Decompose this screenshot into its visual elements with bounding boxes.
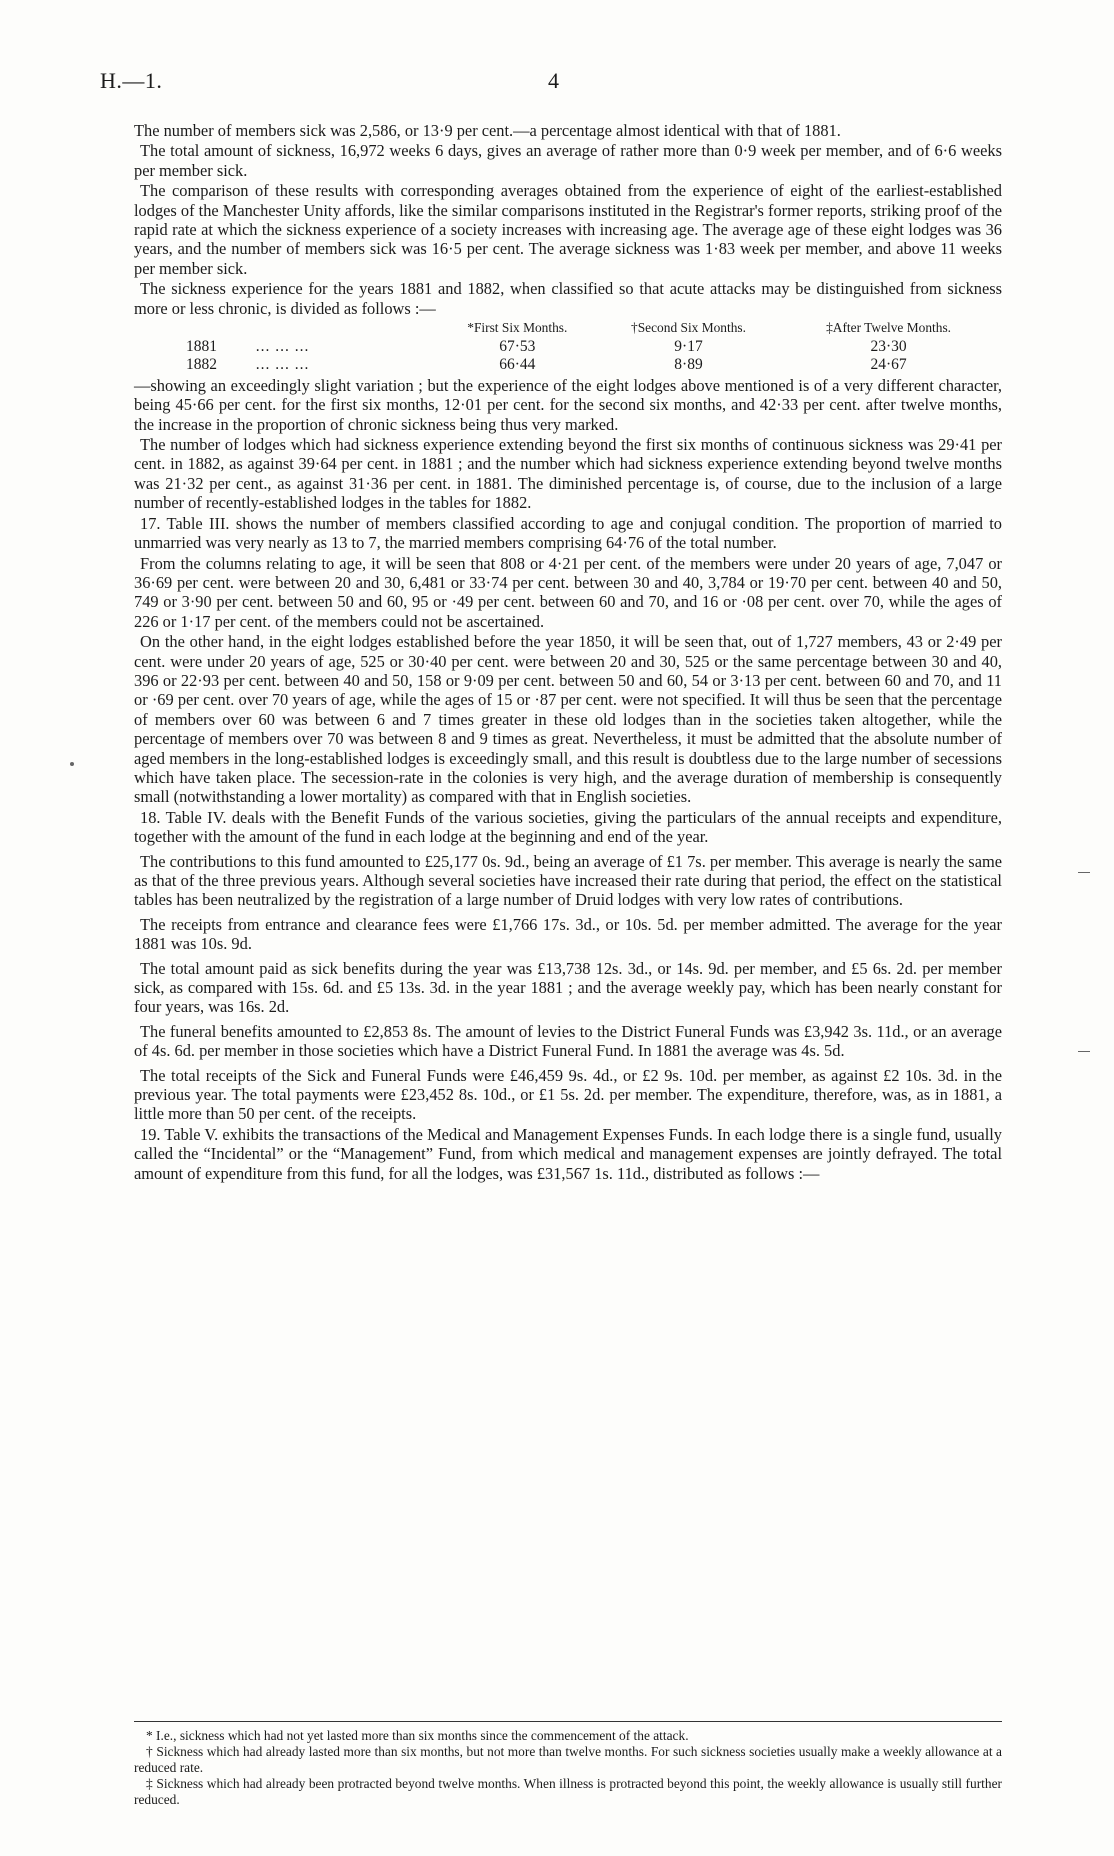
paragraph: 18. Table IV. deals with the Benefit Funds of the various societies, giving the particulars of the annual receipts and expenditure, together with the amount of the fund in each lodge at the beginning and end of the year. [134, 807, 1002, 847]
paragraph: The funeral benefits amounted to £2,853 8s. The amount of levies to the District Funeral Funds was £3,942 3s. 11d., or an average of 4s. 6d. per member in those societies which have a District Funeral Fund. In 1881 the average was 4s. 5d. [134, 1021, 1002, 1061]
table-cell: 66·44 [499, 356, 536, 374]
footnotes [134, 1728, 1002, 1808]
leader-dots: ... ... ... [255, 356, 310, 374]
paragraph: The sickness experience for the years 1881 and 1882, when classified so that acute attacks may be distinguished from sickness more or less chronic, is divided as follows :— [134, 279, 1002, 318]
table-cell: 8·89 [674, 356, 703, 374]
table-cell: 9·17 [674, 337, 703, 355]
paragraph: From the columns relating to age, it will be seen that 808 or 4·21 per cent. of the members were under 20 years of age, 7,047 or 36·69 per cent. were between 20 and 30, 6,481 or 33·74 per cent. between 30 and 40, 3,784 or 19·70 per cent. between 40 and 50, 749 or 3·90 per cent. between 50 and 60, 95 or ·49 per cent. between 60 and 70, and 16 or ·08 per cent. over 70, while the ages of 226 or 1·17 per cent. of the members could not be ascertained. [134, 553, 1002, 631]
paragraph: The total receipts of the Sick and Funeral Funds were £46,459 9s. 4d., or £2 9s. 10d. per member, as against £2 10s. 3d. in the previous year. The total payments were £23,452 8s. 10d., or £1 5s. 2d. per member. The expenditure, therefore, was, as in 1881, a little more than 50 per cent. of the receipts. [134, 1065, 1002, 1124]
table-header-row [134, 319, 1002, 338]
paragraph: The contributions to this fund amounted to £25,177 0s. 9d., being an average of £1 7s. per member. This average is nearly the same as that of the three previous years. Although several societies have increased their rate during that period, the effect on the statistical tables has been neutralized by the registration of a large number of Druid lodges with very low rates of contributions. [134, 851, 1002, 910]
column-header: ‡After Twelve Months. [826, 320, 951, 336]
footnote: ‡ Sickness which had already been protracted beyond twelve months. When illness is protracted beyond this point, the weekly allowance is usually still further reduced. [134, 1776, 1002, 1807]
paragraph: The total amount paid as sick benefits during the year was £13,738 12s. 3d., or 14s. 9d. per member, and £5 6s. 2d. per member sick, as compared with 15s. 6d. and £5 13s. 3d. in the year 1881 ; and the average weekly pay, which has been nearly constant for four years, was 16s. 2d. [134, 958, 1002, 1017]
paragraph: 17. Table III. shows the number of members classified according to age and conjugal condition. The proportion of married to unmarried was very nearly as 13 to 7, the married members comprising 64·76 of the total number. [134, 513, 1002, 553]
paragraph: The number of members sick was 2,586, or 13·9 per cent.—a percentage almost identical with that of 1881. [134, 121, 841, 140]
table-row [134, 338, 1002, 357]
paragraph: On the other hand, in the eight lodges established before the year 1850, it will be seen that, out of 1,727 members, 43 or 2·49 per cent. were under 20 years of age, 525 or 30·40 per cent. were between 20 and 30, 525 or the same percentage between 30 and 40, 396 or 22·93 per cent. between 40 and 50, 158 or 9·09 per cent. between 50 and 60, 54 or 3·13 per cent. between 60 and 70, and 11 or ·69 per cent. over 70 years of age, while the ages of 15 or ·87 per cent. were not specified. It will thus be seen that the percentage of members over 60 was between 6 and 7 times greater in these old lodges than in the societies taken altogether, while the percentage of members over 70 was between 8 and 9 times as great. Nevertheless, it must be admitted that the absolute number of aged members in the long-established lodges is exceedingly small, and this result is doubtless due to the large number of secessions which have taken place. The secession-rate in the colonies is very high, and the average duration of membership is consequently small (notwithstanding a lower mortality) as compared with that in English societies. [134, 632, 1002, 807]
document-body [134, 121, 1002, 1184]
scan-mark [1078, 1051, 1090, 1052]
column-header: *First Six Months. [467, 320, 568, 336]
year-cell: 1881 [186, 337, 217, 355]
sickness-table [134, 319, 1002, 375]
leader-dots: ... ... ... [255, 337, 310, 355]
footnote: * I.e., sickness which had not yet lasted more than six months since the commencement of the attack. [146, 1728, 689, 1743]
paragraph: The receipts from entrance and clearance fees were £1,766 17s. 3d., or 10s. 5d. per member admitted. The average for the year 1881 was 10s. 9d. [134, 914, 1002, 954]
scan-speck [70, 762, 74, 766]
paragraph: 19. Table V. exhibits the transactions of the Medical and Management Expenses Funds. In each lodge there is a single fund, usually called the “Incidental” or the “Management” Fund, from which medical and management expenses are jointly defrayed. The total amount of expenditure from this fund, for all the lodges, was £31,567 1s. 11d., distributed as follows :— [134, 1124, 1002, 1183]
year-cell: 1882 [186, 356, 217, 374]
paragraph: The number of lodges which had sickness experience extending beyond the first six months of continuous sickness was 29·41 per cent. in 1882, as against 39·64 per cent. in 1881 ; and the number which had sickness experience extending beyond twelve months was 21·32 per cent., as against 31·36 per cent. in 1881. The diminished percentage is, of course, due to the inclusion of a large number of recently-established lodges in the tables for 1882. [134, 435, 1002, 513]
paragraph: The comparison of these results with corresponding averages obtained from the experience of eight of the earliest-established lodges of the Manchester Unity affords, like the similar comparisons instituted in the Registrar's former reports, striking proof of the rapid rate at which the sickness experience of a society increases with increasing age. The average age of these eight lodges was 36 years, and the number of members sick was 16·5 per cent. The average sickness was 1·83 week per member, and above 11 weeks per member sick. [134, 181, 1002, 278]
table-cell: 24·67 [870, 356, 907, 374]
footnote-rule [134, 1721, 1002, 1722]
footnote: † Sickness which had already lasted more than six months, but not more than twelve months. For such sickness societies usually make a weekly allowance at a reduced rate. [134, 1744, 1002, 1775]
scan-mark [1078, 872, 1090, 873]
paragraph: The total amount of sickness, 16,972 weeks 6 days, gives an average of rather more than 0·9 week per member, and of 6·6 weeks per member sick. [134, 141, 1002, 180]
column-header: †Second Six Months. [631, 320, 746, 336]
document-reference: H.—1. [100, 68, 163, 93]
table-row [134, 356, 1002, 375]
table-cell: 23·30 [870, 337, 907, 355]
paragraph: —showing an exceedingly slight variation ; but the experience of the eight lodges above mentioned is of a very different character, being 45·66 per cent. for the first six months, 12·01 per cent. for the second six months, and 42·33 per cent. after twelve months, the increase in the proportion of chronic sickness being thus very marked. [134, 375, 1002, 434]
table-cell: 67·53 [499, 337, 536, 355]
page-number: 4 [548, 68, 559, 93]
